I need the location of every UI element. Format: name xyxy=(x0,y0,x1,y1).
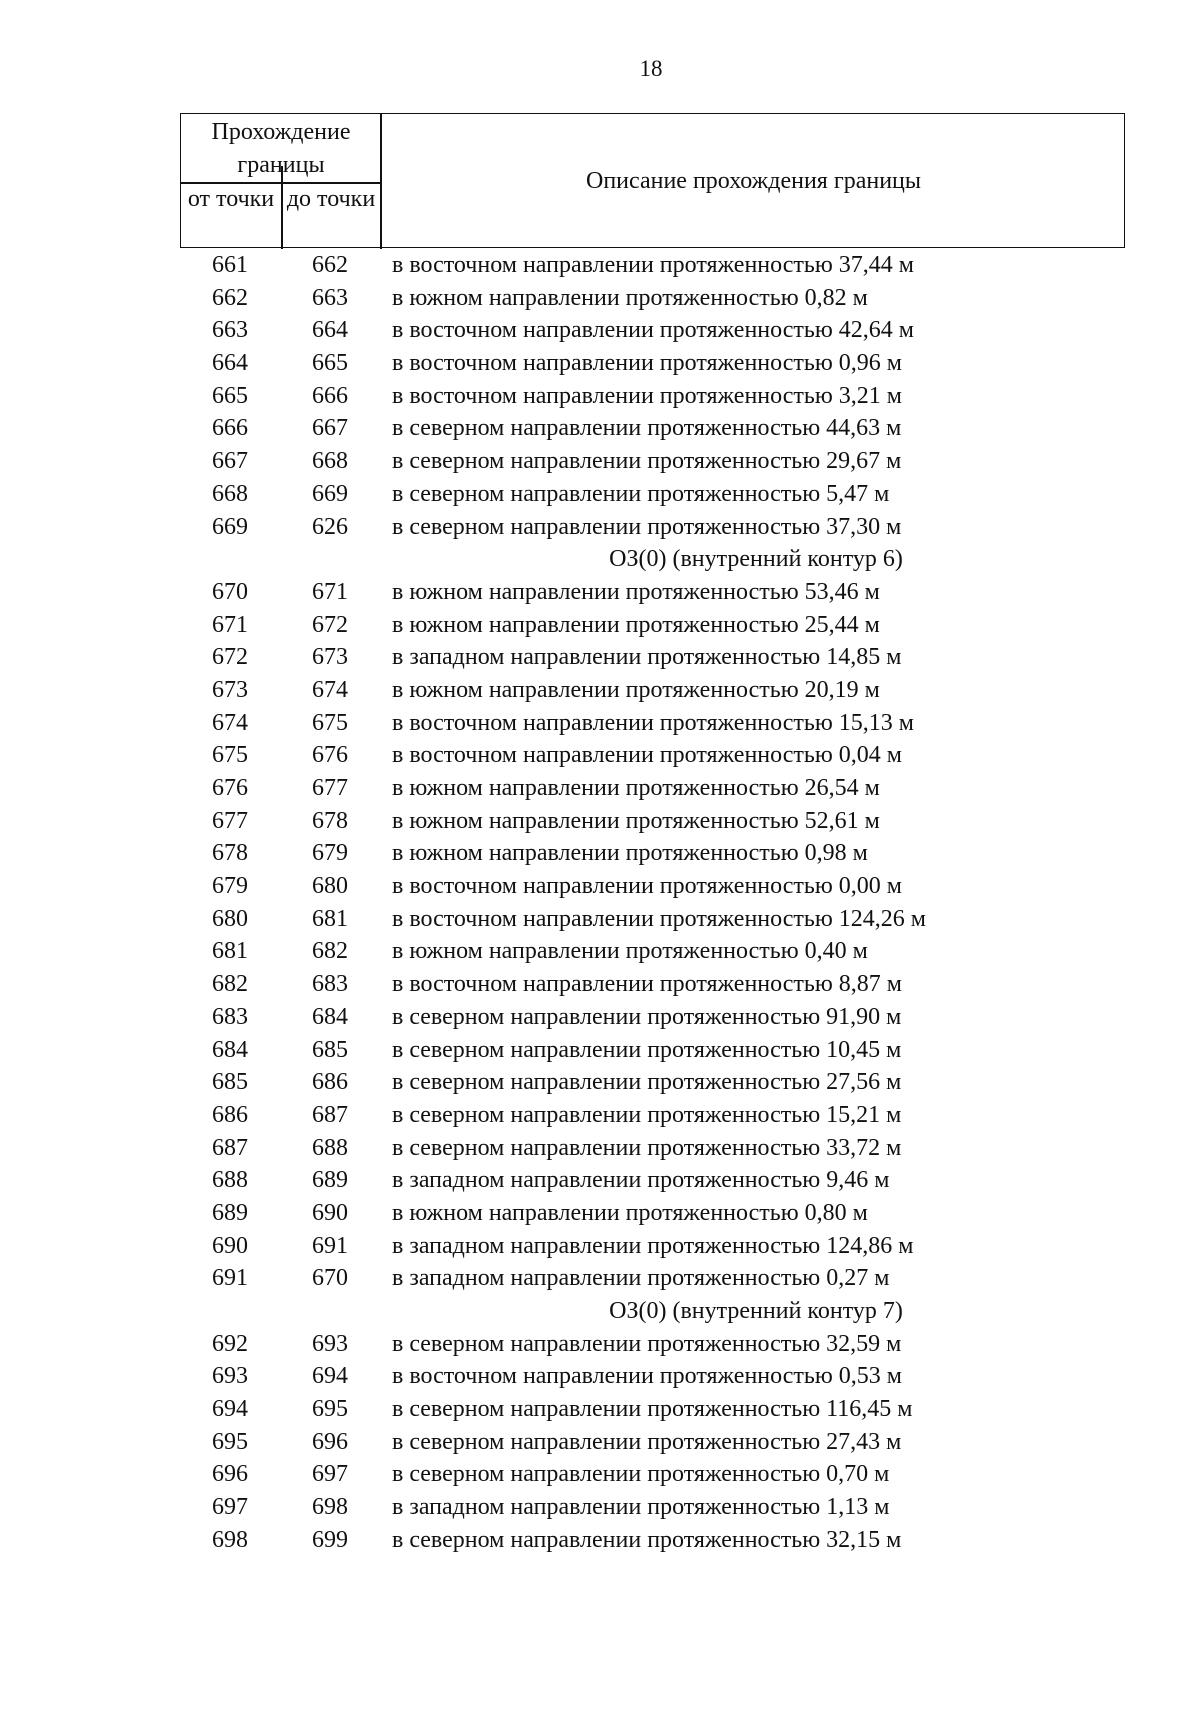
to-point: 699 xyxy=(312,1526,348,1553)
description: в северном направлении протяженностью 0,70 м xyxy=(392,1461,890,1488)
table-row xyxy=(180,1197,1120,1230)
table-row xyxy=(180,1230,1120,1263)
from-point: 661 xyxy=(212,252,248,278)
from-point: 669 xyxy=(212,513,248,540)
to-point: 683 xyxy=(312,971,348,998)
from-point: 678 xyxy=(212,840,248,867)
from-point: 671 xyxy=(212,611,248,638)
table-body xyxy=(180,249,1120,1557)
from-point: 668 xyxy=(212,480,248,507)
to-point: 674 xyxy=(312,676,348,703)
description: в восточном направлении протяженностью 0,04 м xyxy=(392,742,902,769)
from-point: 681 xyxy=(212,938,248,965)
description: в северном направлении протяженностью 32,15 м xyxy=(392,1526,902,1553)
table-row xyxy=(180,1099,1120,1132)
section-heading xyxy=(180,1295,1120,1328)
table-row xyxy=(180,935,1120,968)
description: в северном направлении протяженностью 15,21 м xyxy=(392,1101,902,1128)
description: в восточном направлении протяженностью 0,53 м xyxy=(392,1363,902,1390)
table-row xyxy=(180,641,1120,674)
table-row xyxy=(180,314,1120,347)
table-row xyxy=(180,1262,1120,1295)
table-row xyxy=(180,837,1120,870)
description: в восточном направлении протяженностью 124,26 м xyxy=(392,905,926,932)
table-row xyxy=(180,1328,1120,1361)
to-point: 672 xyxy=(312,611,348,638)
to-point: 681 xyxy=(312,905,348,932)
to-point: 680 xyxy=(312,873,348,900)
from-point: 675 xyxy=(212,742,248,769)
from-point: 663 xyxy=(212,317,248,344)
table-row xyxy=(180,903,1120,936)
to-point: 677 xyxy=(312,775,348,801)
table-row xyxy=(180,739,1120,772)
description: в восточном направлении протяженностью 15,13 м xyxy=(392,709,914,736)
table-row xyxy=(180,1066,1120,1099)
to-point: 688 xyxy=(312,1134,348,1161)
table-row xyxy=(180,511,1120,544)
table-row xyxy=(180,412,1120,445)
table-row xyxy=(180,870,1120,903)
description: в южном направлении протяженностью 0,98 м xyxy=(392,840,868,867)
from-point: 676 xyxy=(212,775,248,801)
to-point: 675 xyxy=(312,709,348,736)
table-row xyxy=(180,1524,1120,1557)
to-point: 691 xyxy=(312,1232,348,1259)
table-row xyxy=(180,478,1120,511)
table-row xyxy=(180,1360,1120,1393)
from-point: 698 xyxy=(212,1526,248,1553)
table-row xyxy=(180,1426,1120,1459)
from-point: 673 xyxy=(212,676,248,703)
to-point: 697 xyxy=(312,1461,348,1488)
header-description: Описание прохождения границы xyxy=(585,168,921,194)
from-point: 687 xyxy=(212,1134,248,1161)
table-row xyxy=(180,1164,1120,1197)
description: в северном направлении протяженностью 10,45 м xyxy=(392,1036,902,1063)
description: в западном направлении протяженностью 9,46 м xyxy=(392,1167,890,1194)
description: в южном направлении протяженностью 0,40 м xyxy=(392,938,868,965)
to-point: 666 xyxy=(312,382,348,409)
table-row xyxy=(180,1491,1120,1524)
description: в восточном направлении протяженностью 0,00 м xyxy=(392,873,902,900)
from-point: 665 xyxy=(212,382,248,409)
to-point: 698 xyxy=(312,1494,348,1521)
to-point: 668 xyxy=(312,448,348,475)
from-point: 672 xyxy=(212,644,248,671)
to-point: 665 xyxy=(312,350,348,377)
description: в северном направлении протяженностью 116,45 м xyxy=(392,1396,913,1423)
description: в западном направлении протяженностью 14,85 м xyxy=(392,644,902,671)
section-title: ОЗ(0) (внутренний контур 6) xyxy=(609,546,903,573)
description: в южном направлении протяженностью 0,80 м xyxy=(392,1199,868,1226)
description: в западном направлении протяженностью 0,27 м xyxy=(392,1265,890,1292)
to-point: 682 xyxy=(312,938,348,965)
description: в северном направлении протяженностью 27,43 м xyxy=(392,1428,902,1455)
table-header xyxy=(180,113,1125,248)
header-to-point: до точки xyxy=(286,186,376,212)
description: в южном направлении протяженностью 25,44 м xyxy=(392,611,880,638)
from-point: 692 xyxy=(212,1330,248,1357)
description: в южном направлении протяженностью 53,46 м xyxy=(392,578,880,605)
to-point: 671 xyxy=(312,578,348,605)
page-number: 18 xyxy=(639,56,663,81)
to-point: 664 xyxy=(312,317,348,344)
to-point: 686 xyxy=(312,1069,348,1096)
table-row xyxy=(180,1132,1120,1165)
description: в южном направлении протяженностью 20,19 м xyxy=(392,676,880,703)
description: в южном направлении протяженностью 26,54 м xyxy=(392,775,880,801)
from-point: 684 xyxy=(212,1036,248,1063)
table-row xyxy=(180,282,1120,315)
header-passage: Прохождение границы xyxy=(211,119,351,178)
table-row xyxy=(180,347,1120,380)
from-point: 682 xyxy=(212,971,248,998)
table-row xyxy=(180,380,1120,413)
to-point: 673 xyxy=(312,644,348,671)
from-point: 691 xyxy=(212,1265,248,1292)
table-row xyxy=(180,772,1120,805)
from-point: 666 xyxy=(212,415,248,442)
to-point: 676 xyxy=(312,742,348,769)
to-point: 667 xyxy=(312,415,348,442)
description: в восточном направлении протяженностью 37,44 м xyxy=(392,252,914,278)
to-point: 669 xyxy=(312,480,348,507)
from-point: 689 xyxy=(212,1199,248,1226)
to-point: 696 xyxy=(312,1428,348,1455)
from-point: 696 xyxy=(212,1461,248,1488)
to-point: 693 xyxy=(312,1330,348,1357)
table-row xyxy=(180,445,1120,478)
from-point: 697 xyxy=(212,1494,248,1521)
table-row xyxy=(180,1393,1120,1426)
to-point: 694 xyxy=(312,1363,348,1390)
to-point: 663 xyxy=(312,284,348,311)
from-point: 685 xyxy=(212,1069,248,1096)
to-point: 662 xyxy=(312,252,348,278)
to-point: 685 xyxy=(312,1036,348,1063)
to-point: 690 xyxy=(312,1199,348,1226)
table-row xyxy=(180,1001,1120,1034)
to-point: 679 xyxy=(312,840,348,867)
description: в северном направлении протяженностью 27,56 м xyxy=(392,1069,902,1096)
from-point: 664 xyxy=(212,350,248,377)
from-point: 693 xyxy=(212,1363,248,1390)
table-row xyxy=(180,805,1120,838)
from-point: 695 xyxy=(212,1428,248,1455)
description: в северном направлении протяженностью 29,67 м xyxy=(392,448,902,475)
description: в восточном направлении протяженностью 0,96 м xyxy=(392,350,902,377)
to-point: 678 xyxy=(312,807,348,834)
to-point: 684 xyxy=(312,1003,348,1030)
description: в западном направлении протяженностью 1,13 м xyxy=(392,1494,890,1521)
table-row xyxy=(180,968,1120,1001)
from-point: 679 xyxy=(212,873,248,900)
description: в северном направлении протяженностью 33,72 м xyxy=(392,1134,902,1161)
header-from-point: от точки xyxy=(187,186,275,212)
to-point: 670 xyxy=(312,1265,348,1292)
table-row xyxy=(180,1458,1120,1491)
description: в северном направлении протяженностью 91,90 м xyxy=(392,1003,902,1030)
from-point: 662 xyxy=(212,284,248,311)
section-title: ОЗ(0) (внутренний контур 7) xyxy=(609,1298,903,1324)
from-point: 670 xyxy=(212,578,248,605)
description: в северном направлении протяженностью 37,30 м xyxy=(392,513,902,540)
table-row xyxy=(180,707,1120,740)
from-point: 686 xyxy=(212,1101,248,1128)
table-row xyxy=(180,609,1120,642)
description: в западном направлении протяженностью 124,86 м xyxy=(392,1232,914,1259)
table-row xyxy=(180,576,1120,609)
from-point: 688 xyxy=(212,1167,248,1194)
to-point: 695 xyxy=(312,1396,348,1423)
from-point: 694 xyxy=(212,1396,248,1423)
description: в северном направлении протяженностью 5,47 м xyxy=(392,480,890,507)
description: в северном направлении протяженностью 44,63 м xyxy=(392,415,902,442)
description: в южном направлении протяженностью 52,61 м xyxy=(392,807,880,834)
from-point: 677 xyxy=(212,807,248,834)
from-point: 667 xyxy=(212,448,248,475)
to-point: 687 xyxy=(312,1101,348,1128)
to-point: 626 xyxy=(312,513,348,540)
from-point: 683 xyxy=(212,1003,248,1030)
description: в северном направлении протяженностью 32,59 м xyxy=(392,1330,902,1357)
description: в южном направлении протяженностью 0,82 м xyxy=(392,284,868,311)
to-point: 689 xyxy=(312,1167,348,1194)
from-point: 680 xyxy=(212,905,248,932)
from-point: 674 xyxy=(212,709,248,736)
description: в восточном направлении протяженностью 3,21 м xyxy=(392,382,902,409)
description: в восточном направлении протяженностью 42,64 м xyxy=(392,317,914,344)
description: в восточном направлении протяженностью 8,87 м xyxy=(392,971,902,998)
table-row xyxy=(180,1034,1120,1067)
from-point: 690 xyxy=(212,1232,248,1259)
section-heading xyxy=(180,543,1120,576)
table-row xyxy=(180,249,1120,282)
table-row xyxy=(180,674,1120,707)
